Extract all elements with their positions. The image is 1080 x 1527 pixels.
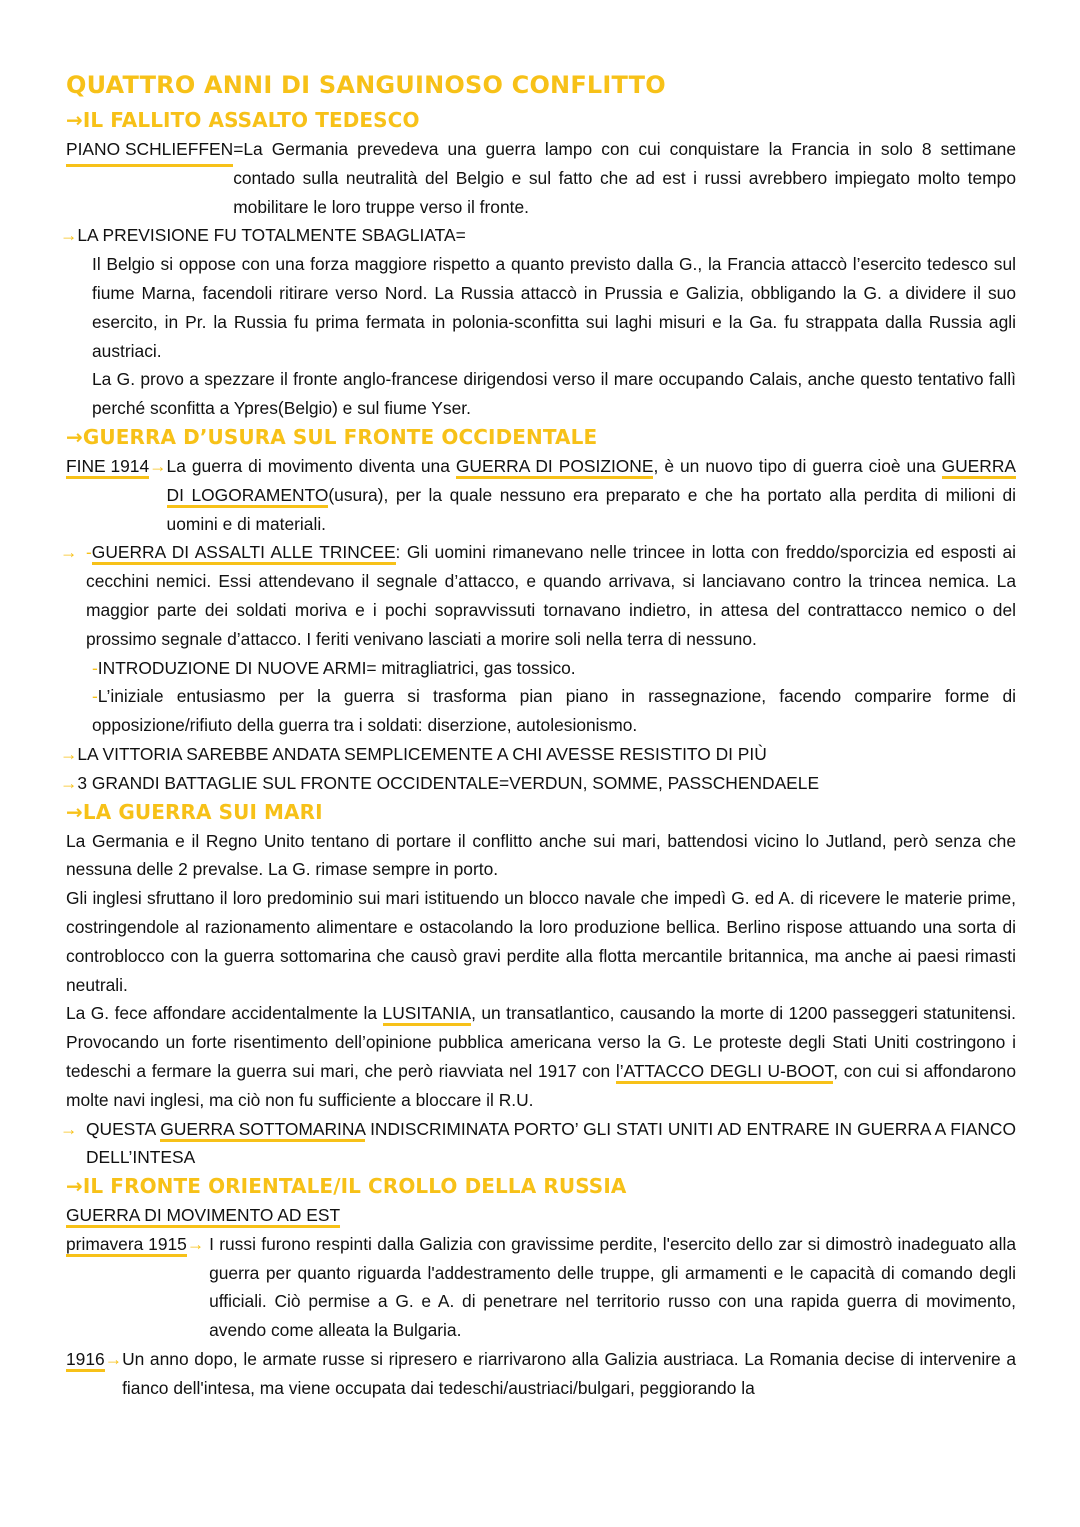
primavera-1915-entry bbox=[66, 1230, 1016, 1345]
section-heading-guerra-mari: →LA GUERRA SUI MARI bbox=[66, 799, 323, 824]
piano-schlieffen-label: PIANO SCHLIEFFEN bbox=[66, 135, 233, 167]
movimento-est-subheading: GUERRA DI MOVIMENTO AD EST bbox=[66, 1205, 340, 1228]
arrow-icon: → bbox=[66, 799, 83, 824]
primavera-1915-text: I russi furono respinti dalla Galizia con gravissime perdite, l'esercito dello zar si dimostrò inadeguato alla guerra per quanto riguarda l'addestramento delle truppe, gli armamenti e le capacità di comando degli ufficiali. Ciò permise a G. e A. di penetrare nel territorio russo con una rapida guerra di movimento, avendo come alleata la Bulgaria. bbox=[209, 1233, 1016, 1341]
arrow-icon: → bbox=[60, 772, 78, 793]
y1916-text: Un anno dopo, le armate russe si ripresero e riarrivarono alla Galizia austriaca. La Romania decise di intervenire a fianco dell'intesa, ma viene occupata dai tedeschi/austriaci/bulgari, peggiorando la bbox=[122, 1349, 1016, 1398]
trincee-text: : Gli uomini rimanevano nelle trincee in lotta con freddo/sporcizia ed esposti ai cecchini nemici. Essi attendevano il segnale d’attacco, e quando arrivava, si lanciavano contro la trincea nemica. La maggior parte dei soldati moriva e i pochi sopravvissuti tornavano indietro, in attesa del contrattacco nemico o del prossimo segnale d’attacco. I feriti venivano lasciati a morire soli nella terra di nessuno. bbox=[86, 542, 1016, 649]
mari-paragraph-2: Gli inglesi sfruttano il loro predominio sui mari istituendo un blocco navale che impedì G. ed A. di ricevere le materie prime, costringendole al razionamento alimentare e ostacolando la loro produzione bellica. Berlino rispose attuando una sorta di controblocco con la guerra sottomarina che causò gravi perdite alla flotta mercantile britannica, ma anche ai paesi rimasti neutrali. bbox=[66, 888, 1016, 995]
section-heading-fallito-assalto: →IL FALLITO ASSALTO TEDESCO bbox=[66, 108, 420, 132]
entusiasmo-paragraph: -L’iniziale entusiasmo per la guerra si trasforma pian piano in rassegnazione, facendo comparire forme di opposizione/rifiuto della guerra tra i soldati: diserzione, autolesionismo. bbox=[92, 686, 1016, 736]
arrow-icon: → bbox=[104, 1349, 123, 1370]
guerra-di-logoramento: GUERRA DI LOGORAMENTO bbox=[167, 456, 1016, 508]
arrow-icon: → bbox=[186, 1233, 205, 1254]
sottomarina-entry: → QUESTA GUERRA SOTTOMARINA INDISCRIMINATA PORTO’ GLI STATI UNITI AD ENTRARE IN GUERRA A FIANCO DELL’INTESA bbox=[60, 1115, 1016, 1173]
previsione-paragraph-2: La G. provo a spezzare il fronte anglo-francese dirigendosi verso il mare occupando Calais, anche questo tentativo fallì perché sconfitta a Ypres(Belgio) e sul fiume Yser. bbox=[92, 369, 1016, 419]
nuove-armi-line: -INTRODUZIONE DI NUOVE ARMI= mitragliatrici, gas tossico. bbox=[92, 657, 576, 678]
arrow-icon: → bbox=[66, 1174, 83, 1199]
trincee-entry: → -GUERRA DI ASSALTI ALLE TRINCEE: Gli uomini rimanevano nelle trincee in lotta con freddo/sporcizia ed esposti ai cecchini nemici. Essi attendevano il segnale d’attacco, e quando arrivava, si lanciavano contro la trincea nemica. La maggior parte dei soldati moriva e i pochi sopravvissuti tornavano indietro, in attesa del contrattacco nemico o del prossimo segnale d’attacco. I feriti venivano lasciati a morire soli nella terra di nessuno. bbox=[60, 538, 1016, 653]
y1916-entry bbox=[66, 1345, 1016, 1403]
section-heading-fronte-orientale: →IL FRONTE ORIENTALE/IL CROLLO DELLA RUSSIA bbox=[66, 1174, 627, 1199]
attacco-u-boot: l’ATTACCO DEGLI U-BOOT bbox=[616, 1061, 833, 1084]
section-heading-guerra-usura: →GUERRA D’USURA SUL FRONTE OCCIDENTALE bbox=[66, 424, 598, 449]
arrow-icon: → bbox=[66, 424, 83, 449]
arrow-icon: → bbox=[60, 1118, 78, 1139]
piano-schlieffen-text: =La Germania prevedeva una guerra lampo con cui conquistare la Francia in solo 8 settimane contado sulla neutralità del Belgio e sul fatto che ad est i russi avrebbero impiegato molto tempo mobilitare le loro truppe verso il fronte. bbox=[233, 139, 1016, 217]
arrow-icon: → bbox=[60, 225, 78, 246]
arrow-icon: → bbox=[149, 455, 167, 476]
fine-1914-text: La guerra di movimento diventa una GUERRA DI POSIZIONE, è un nuovo tipo di guerra cioè una GUERRA DI LOGORAMENTO(usura), per la quale nessuno era preparato e che ha portato alla perdita di milioni di uomini e di materiali. bbox=[166, 455, 1016, 534]
piano-schlieffen-entry bbox=[66, 135, 1016, 221]
arrow-icon: → bbox=[66, 108, 83, 132]
primavera-1915-label: primavera 1915 bbox=[66, 1234, 187, 1257]
mari-paragraph-3: La G. fece affondare accidentalmente la LUSITANIA, un transatlantico, causando la morte di 1200 passeggeri statunitensi. Provocando un forte risentimento dell’opinione pubblica americana verso la G. Le proteste degli Stati Uniti costringono i tedeschi a fermare la guerra sui mari, che però riavviata nel 1917 con l’ATTACCO DEGLI U-BOOT, con cui si affondarono molte navi inglesi, ma ciò non fu sufficiente a bloccare il R.U. bbox=[66, 1003, 1016, 1110]
previsione-paragraph-1: Il Belgio si oppose con una forza maggiore rispetto a quanto previsto dalla G., la Francia attaccò l’esercito tedesco sul fiume Marna, facendoli ritirare verso Nord. La Russia attaccò in Prussia e Galizia, obbligando la G. a dividere il suo esercito, in Pr. la Russia fu prima fermata in polonia-sconfitta sui laghi misuri e la Ga. fu strappata dalla Russia agli austriaci. bbox=[92, 254, 1016, 361]
guerra-sottomarina: GUERRA SOTTOMARINA bbox=[160, 1119, 365, 1142]
arrow-icon: → bbox=[60, 743, 78, 764]
trincee-label: GUERRA DI ASSALTI ALLE TRINCEE bbox=[92, 542, 396, 565]
battaglie-line: →3 GRANDI BATTAGLIE SUL FRONTE OCCIDENTALE=VERDUN, SOMME, PASSCHENDAELE bbox=[60, 772, 820, 793]
guerra-di-posizione: GUERRA DI POSIZIONE bbox=[456, 456, 654, 479]
mari-paragraph-1: La Germania e il Regno Unito tentano di portare il conflitto anche sui mari, battendosi vicino lo Jutland, però senza che nessuna delle 2 prevalse. La G. rimase sempre in porto. bbox=[66, 830, 1016, 880]
lusitania: LUSITANIA bbox=[383, 1003, 472, 1026]
previsione-line: →LA PREVISIONE FU TOTALMENTE SBAGLIATA= bbox=[60, 225, 466, 246]
y1916-label: 1916 bbox=[66, 1349, 105, 1372]
fine-1914-entry bbox=[66, 452, 1016, 538]
vittoria-line: →LA VITTORIA SAREBBE ANDATA SEMPLICEMENTE A CHI AVESSE RESISTITO DI PIÙ bbox=[60, 743, 767, 764]
page-title: QUATTRO ANNI DI SANGUINOSO CONFLITTO bbox=[66, 71, 666, 99]
fine-1914-label: FINE 1914 bbox=[66, 456, 149, 479]
arrow-icon: → bbox=[60, 542, 78, 563]
